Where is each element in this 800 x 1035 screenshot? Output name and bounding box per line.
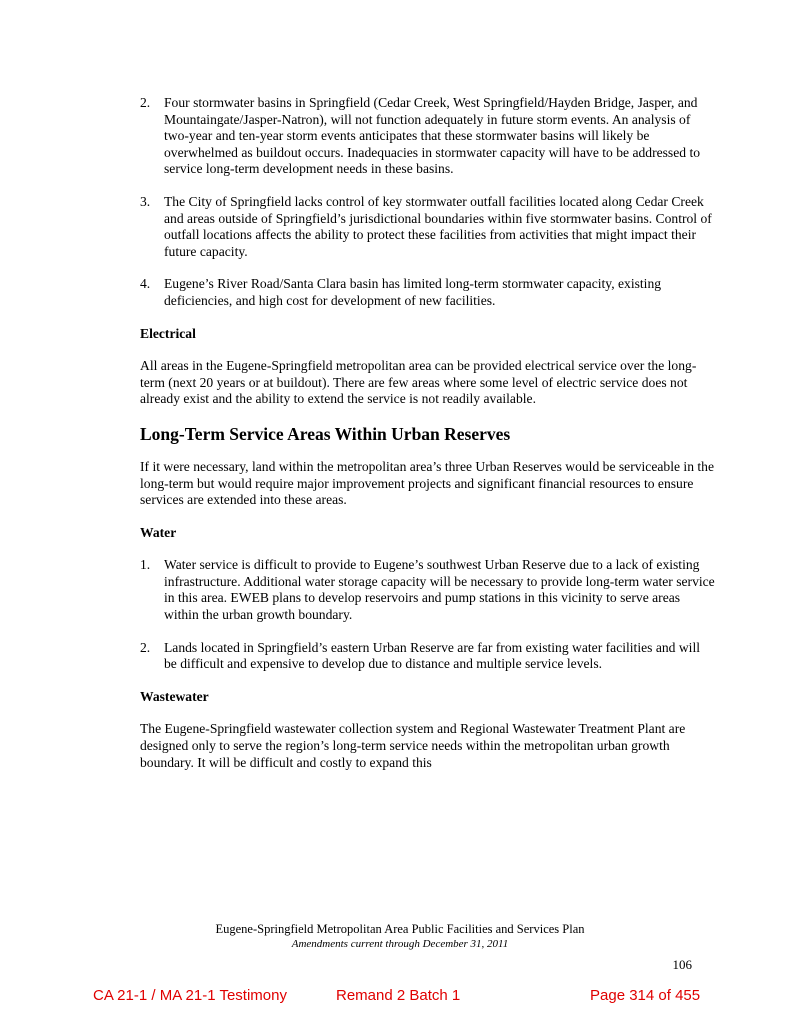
list-text: Water service is difficult to provide to Eugene’s southwest Urban Reserve due to a lack of existing infrastructure. Additional water storage capacity will be necessary to provide long-term water service in this area. EWEB plans to develop reservoirs and pump stations in this vicinity to serve areas within the urban growth boundary. xyxy=(164,557,715,623)
list-item xyxy=(140,557,715,623)
list-text: Lands located in Springfield’s eastern Urban Reserve are far from existing water facilities and will be difficult and expensive to develop due to distance and multiple service levels. xyxy=(164,639,701,672)
page-number: 106 xyxy=(672,957,692,972)
wastewater-paragraph: The Eugene-Springfield wastewater collection system and Regional Wastewater Treatment Plant are designed only to serve the region’s long-term service needs within the metropolitan urban growth boundary. It will be difficult and costly to expand this xyxy=(140,721,686,770)
footer-title: Eugene-Springfield Metropolitan Area Public Facilities and Services Plan xyxy=(215,922,585,936)
list-text: Eugene’s River Road/Santa Clara basin has limited long-term stormwater capacity, existing deficiencies, and high cost for development of new facilities. xyxy=(164,276,662,308)
electrical-heading: Electrical xyxy=(140,325,196,341)
list-number: 4. xyxy=(140,276,151,292)
testimony-stamp: CA 21-1 / MA 21-1 Testimony xyxy=(93,987,287,1004)
electrical-paragraph: All areas in the Eugene-Springfield metropolitan area can be provided electrical service over the long-term (next 20 years or at buildout). There are few areas where some level of electric service does not already exist and the ability to extend the service is not readily available. xyxy=(140,358,697,407)
page-count-stamp: Page 314 of 455 xyxy=(590,987,701,1004)
water-heading: Water xyxy=(140,524,177,540)
stormwater-list xyxy=(140,95,715,310)
list-number: 3. xyxy=(140,193,151,209)
section-intro: If it were necessary, land within the metropolitan area’s three Urban Reserves would be serviceable in the long-term but would require major improvement projects and significant financial resources to ensure services are extended into these areas. xyxy=(140,458,714,508)
list-item xyxy=(140,640,715,673)
document-body xyxy=(140,95,715,787)
list-number: 2. xyxy=(140,95,151,110)
water-list xyxy=(140,557,715,673)
wastewater-heading: Wastewater xyxy=(140,688,209,704)
list-text: The City of Springfield lacks control of key stormwater outfall facilities located along Cedar Creek and areas outside of Springfield’s jurisdictional boundaries within five stormwater basins. Control of outfall locations affects the ability to protect these facilities from activities that might impact their future capacity. xyxy=(164,193,712,259)
list-number: 2. xyxy=(140,639,151,655)
list-item xyxy=(140,276,715,309)
batch-stamp: Remand 2 Batch 1 xyxy=(336,987,461,1004)
list-item xyxy=(140,194,715,260)
section-heading: Long-Term Service Areas Within Urban Reserves xyxy=(140,423,511,444)
footer-subtitle: Amendments current through December 31, 2011 xyxy=(291,938,509,950)
list-text: Four stormwater basins in Springfield (Cedar Creek, West Springfield/Hayden Bridge, Jasper, and Mountaingate/Jasper-Natron), will not function adequately in future storm events. An analysis of two-year and ten-year storm events anticipates that these stormwater basins will likely be overwhelmed as buildout occurs. Inadequacies in stormwater capacity will have to be addressed to service long-term development needs in these basins. xyxy=(164,95,701,177)
list-number: 1. xyxy=(140,557,151,573)
list-item xyxy=(140,95,715,178)
